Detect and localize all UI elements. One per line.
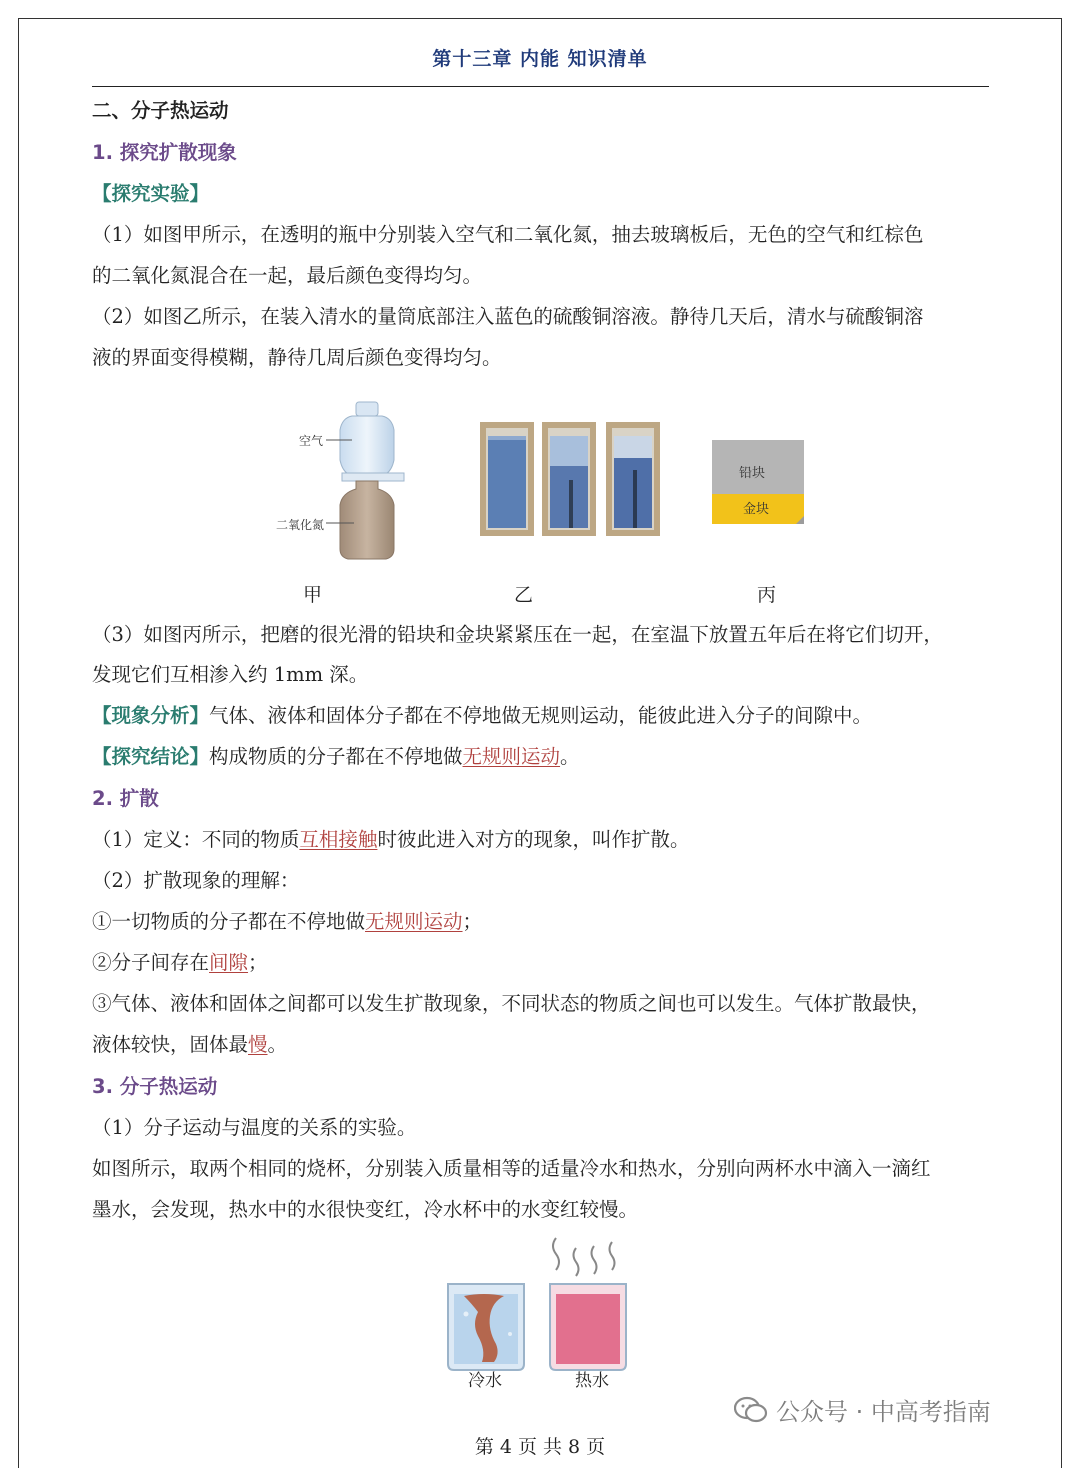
section-title: 二、分子热运动	[92, 99, 229, 122]
page-number: 第 4 页 共 8 页	[474, 1436, 606, 1458]
figure-jia-gas-bottles	[268, 398, 408, 563]
paragraph-1-line-1: （1）如图甲所示，在透明的瓶中分别装入空气和二氧化氮，抽去玻璃板后，无色的空气和红棕色	[92, 223, 924, 246]
understanding-item-2	[92, 950, 992, 976]
analysis-line	[92, 703, 992, 729]
definition-post: 时彼此进入对方的现象，叫作扩散。	[377, 828, 690, 851]
paragraph-2-line-2: 液的界面变得模糊，静待几周后颜色变得均匀。	[92, 346, 502, 369]
paragraph-beakers-line-2: 墨水，会发现，热水中的水很快变红，冷水杯中的水变红较慢。	[92, 1198, 639, 1221]
label-cold-water: 冷水	[468, 1371, 502, 1391]
figure-label-yi: 乙	[514, 584, 534, 606]
definition-pre: （1）定义：不同的物质	[92, 828, 300, 851]
analysis-text: 气体、液体和固体分子都在不停地做无规则运动，能彼此进入分子的间隙中。	[209, 704, 873, 727]
label-lead-block: 铅块	[739, 466, 766, 481]
understanding-item-3-line-1: ③气体、液体和固体之间都可以发生扩散现象，不同状态的物质之间也可以发生。气体扩散最快，	[92, 992, 931, 1015]
watermark-text: 公众号 · 中高考指南	[776, 1398, 991, 1426]
subsection-2-title: 2. 扩散	[92, 787, 159, 810]
label-hot-water: 热水	[575, 1371, 609, 1391]
header-divider	[92, 86, 989, 87]
conclusion-tag: 【探究结论】	[92, 745, 210, 768]
figure-label-bing: 丙	[757, 584, 777, 606]
subsection-3-title: 3. 分子热运动	[92, 1075, 218, 1098]
understanding-item-1	[92, 909, 992, 935]
item-3-answer: 慢	[248, 1033, 268, 1056]
figure-beakers	[440, 1234, 640, 1374]
paragraph-beakers-line-1: 如图所示，取两个相同的烧杯，分别装入质量相等的适量冷水和热水，分别向两杯水中滴入一滴红	[92, 1157, 931, 1180]
conclusion-line	[92, 744, 992, 770]
item-2-answer: 间隙	[209, 951, 249, 974]
experiment-tag: 【探究实验】	[92, 182, 210, 205]
figure-yi-cylinders	[478, 420, 664, 538]
definition-answer: 互相接触	[299, 828, 378, 851]
understanding-heading: （2）扩散现象的理解：	[92, 869, 300, 892]
label-no2: 二氧化氮	[276, 518, 325, 532]
definition-line	[92, 827, 992, 853]
page-header-title: 第十三章 内能 知识清单	[432, 48, 648, 70]
paragraph-2-line-1: （2）如图乙所示，在装入清水的量筒底部注入蓝色的硫酸铜溶液。静待几天后，清水与硫酸铜溶	[92, 305, 924, 328]
item-1-text: ①一切物质的分子都在不停地做	[92, 910, 366, 933]
item-1-answer: 无规则运动	[365, 910, 463, 933]
analysis-tag: 【现象分析】	[92, 704, 210, 727]
item-2-text: ②分子间存在	[92, 951, 210, 974]
paragraph-3-line-1: （3）如图丙所示，把磨的很光滑的铅块和金块紧紧压在一起，在室温下放置五年后在将它们切开，	[92, 623, 943, 646]
conclusion-answer: 无规则运动	[462, 745, 561, 768]
item-1-end: ；	[462, 910, 483, 933]
subsection-1-title: 1. 探究扩散现象	[92, 141, 237, 164]
conclusion-end: 。	[560, 745, 580, 768]
paragraph-1-line-2: 的二氧化氮混合在一起，最后颜色变得均匀。	[92, 264, 483, 287]
experiment-description: （1）分子运动与温度的关系的实验。	[92, 1116, 417, 1139]
conclusion-text: 构成物质的分子都在不停地做	[209, 745, 463, 768]
item-3-end: 。	[267, 1033, 288, 1056]
item-2-end: ；	[248, 951, 268, 974]
watermark	[734, 1392, 991, 1427]
item-3-text: 液体较快，固体最	[92, 1033, 249, 1056]
understanding-item-3-line-2	[92, 1032, 992, 1058]
paragraph-3-line-2: 发现它们互相渗入约 1mm 深。	[92, 663, 369, 686]
label-gold-block: 金块	[743, 502, 770, 517]
label-air: 空气	[299, 434, 324, 448]
figure-label-jia: 甲	[303, 584, 323, 606]
wechat-icon	[734, 1396, 768, 1424]
